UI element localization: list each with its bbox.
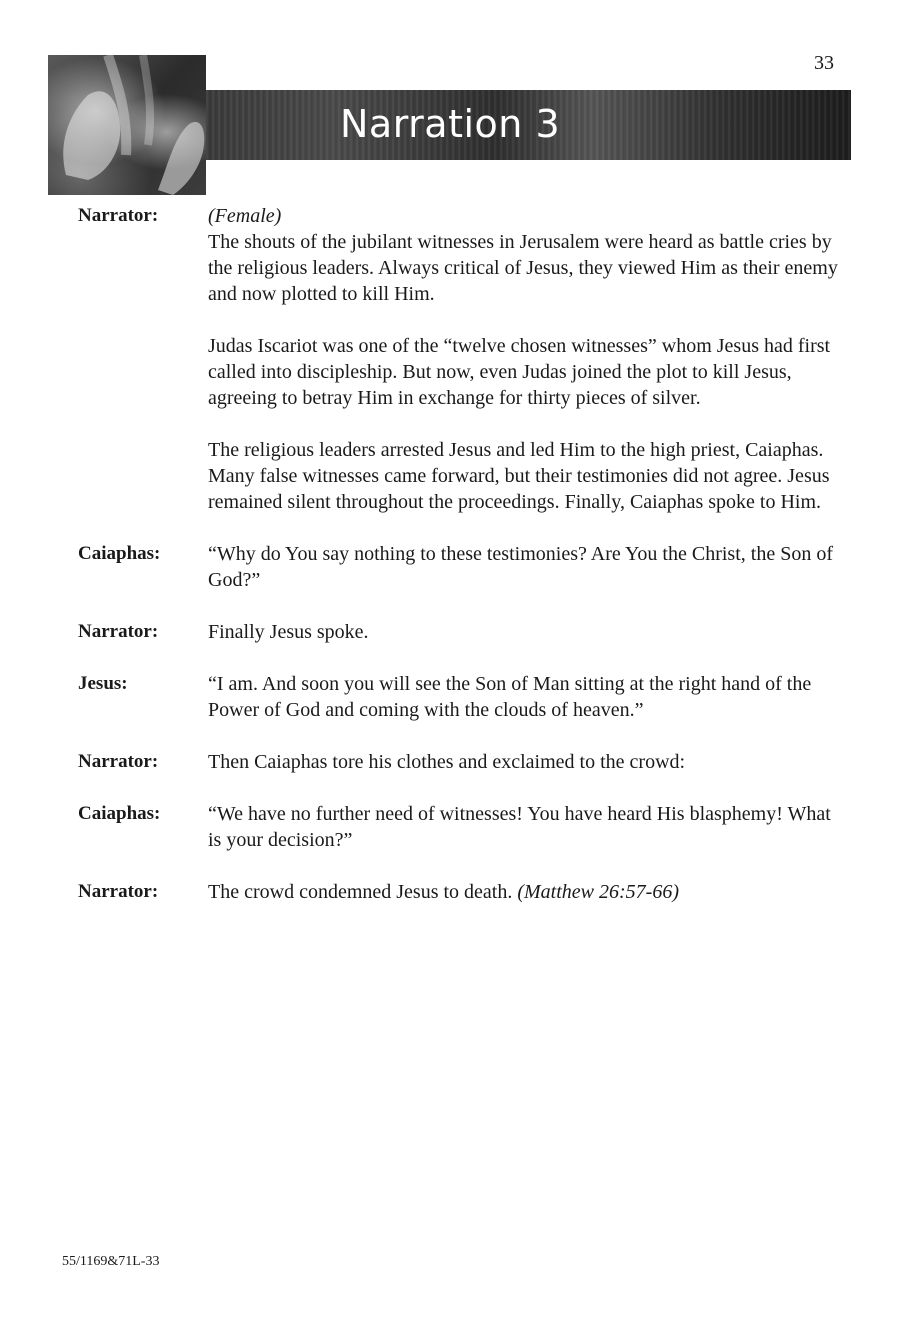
footer-code: 55/1169&71L-33 — [62, 1254, 160, 1269]
dialogue: Then Caiaphas tore his clothes and exclaimed to the crowd: — [208, 751, 686, 773]
speaker-label: Narrator: — [78, 621, 159, 642]
praying-hands-icon — [48, 55, 206, 195]
dialogue: “Why do You say nothing to these testimonies? Are You the Christ, the Son of God?” — [208, 543, 833, 591]
dialogue-text: The crowd condemned Jesus to death. — [208, 881, 513, 903]
script-entry — [78, 749, 838, 775]
stage-direction: (Female) — [208, 205, 282, 227]
script-entry — [78, 203, 838, 515]
script-entry — [78, 879, 838, 905]
speaker-label: Caiaphas: — [78, 803, 161, 824]
title-banner — [206, 90, 851, 160]
narration-paragraph: The religious leaders arrested Jesus and led Him to the high priest, Caiaphas. Many false witnesses came forward, but their testimonies did not agree. Jesus remained silent throughout the proceedings. Finally, Caiaphas spoke to Him. — [208, 439, 830, 513]
page-title: Narration 3 — [340, 102, 561, 146]
dialogue: “We have no further need of witnesses! You have heard His blasphemy! What is your decision?” — [208, 803, 831, 851]
narration-paragraph: The shouts of the jubilant witnesses in Jerusalem were heard as battle cries by the religious leaders. Always critical of Jesus, they viewed Him as their enemy and now plotted to kill Him. — [208, 231, 838, 305]
header-photo-hands-image — [48, 55, 206, 195]
script-body — [78, 203, 838, 931]
script-entry — [78, 801, 838, 853]
narration-paragraph: Judas Iscariot was one of the “twelve chosen witnesses” whom Jesus had first called into discipleship. But now, even Judas joined the plot to kill Jesus, agreeing to betray Him in exchange for thirty pieces of silver. — [208, 335, 831, 409]
scripture-reference: (Matthew 26:57-66) — [517, 881, 679, 903]
speaker-label: Narrator: — [78, 881, 159, 902]
page-number: 33 — [814, 52, 834, 74]
script-entry — [78, 671, 838, 723]
dialogue: “I am. And soon you will see the Son of Man sitting at the right hand of the Power of God and coming with the clouds of heaven.” — [208, 673, 812, 721]
speaker-label: Narrator: — [78, 751, 159, 772]
speaker-label: Caiaphas: — [78, 543, 161, 564]
dialogue — [208, 203, 838, 515]
speaker-label: Narrator: — [78, 205, 159, 226]
script-entry — [78, 541, 838, 593]
dialogue — [208, 879, 838, 905]
script-entry — [78, 619, 838, 645]
dialogue: Finally Jesus spoke. — [208, 621, 369, 643]
speaker-label: Jesus: — [78, 673, 128, 694]
